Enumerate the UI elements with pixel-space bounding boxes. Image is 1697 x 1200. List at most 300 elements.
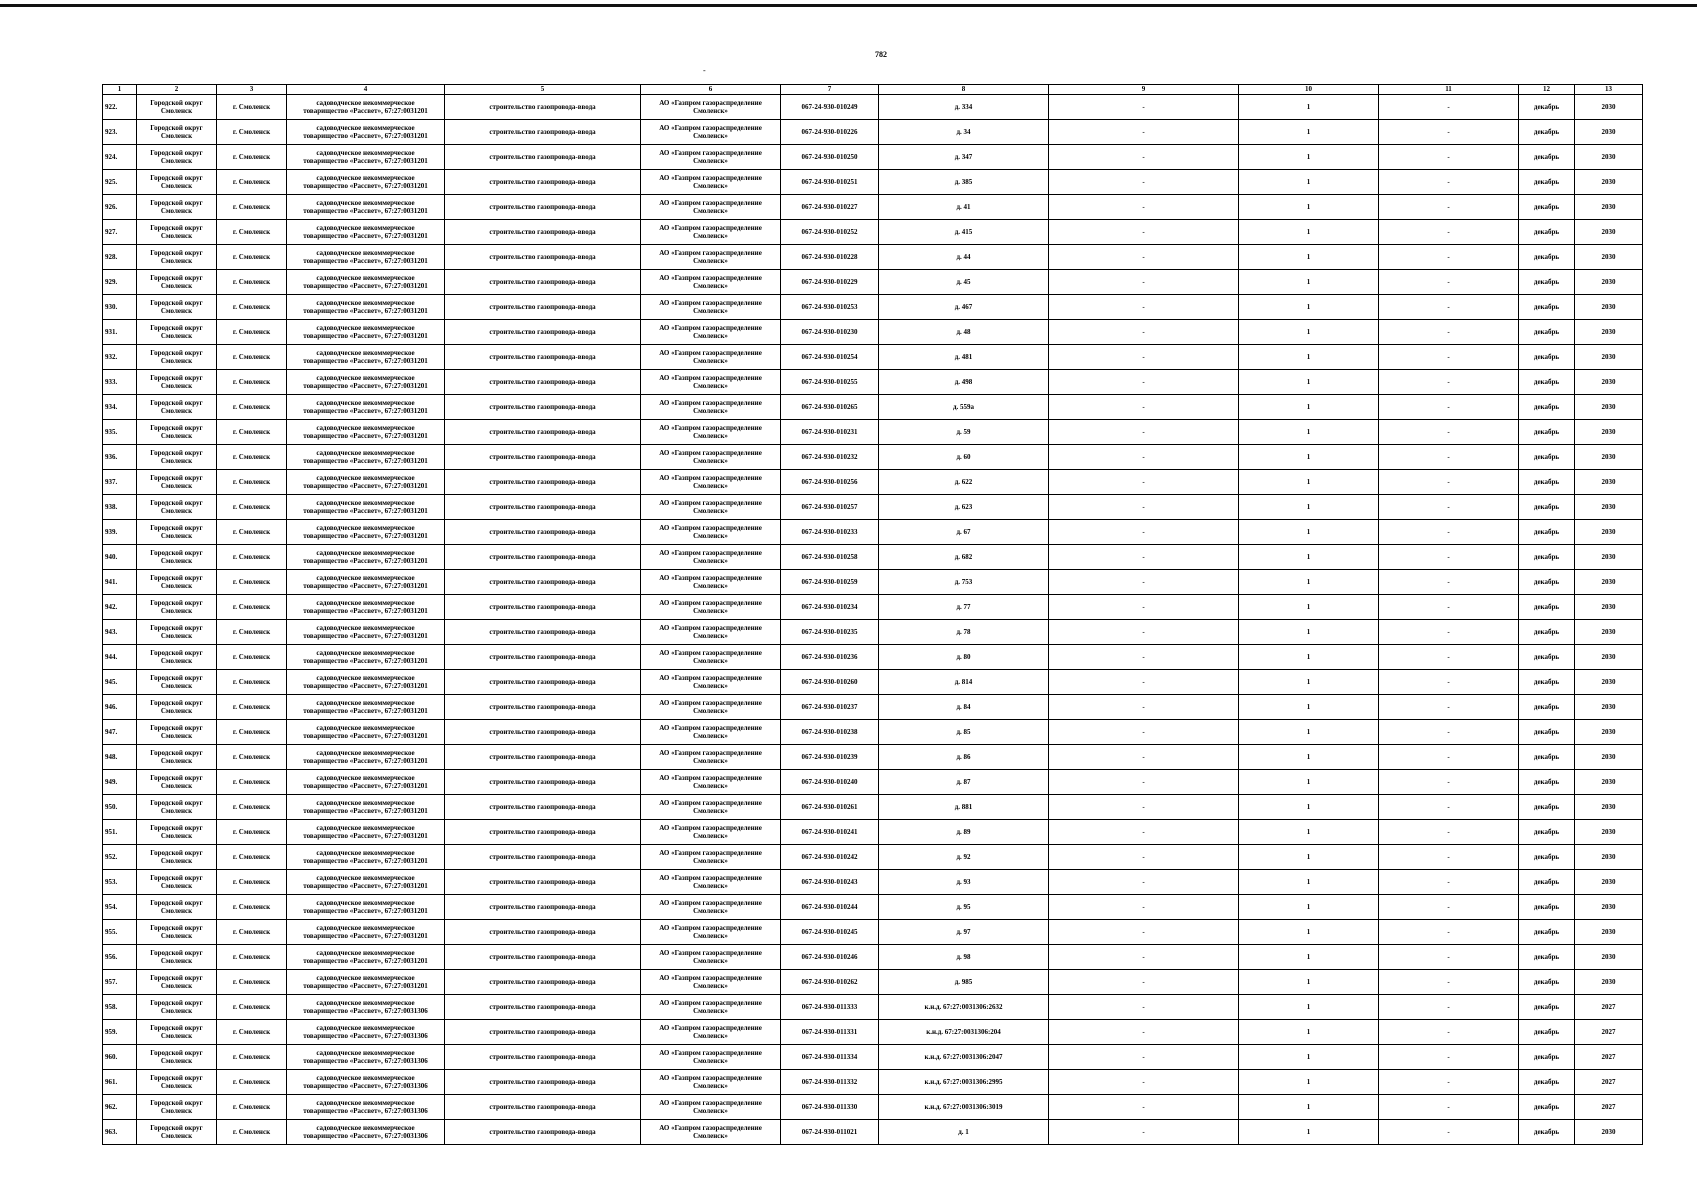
cell-text: АО «Газпром газораспределение xyxy=(659,673,762,682)
table-cell xyxy=(1049,470,1239,495)
cell-text: Смоленск xyxy=(160,807,193,815)
table-row xyxy=(103,495,1643,520)
table-cell xyxy=(103,1070,137,1095)
cell-text: 922. xyxy=(105,102,118,111)
cell-text: 2030 xyxy=(1601,927,1616,936)
cell-text: - xyxy=(1447,227,1450,236)
cell-text: декабрь xyxy=(1533,902,1560,911)
cell-text: товарищество «Рассвет», 67:27:0031201 xyxy=(303,457,428,465)
cell-text: декабрь xyxy=(1533,1052,1560,1061)
table-cell xyxy=(1049,920,1239,945)
cell-text: - xyxy=(1447,402,1450,411)
table-cell xyxy=(1519,995,1575,1020)
table-cell xyxy=(287,645,445,670)
table-cell xyxy=(641,120,781,145)
cell-text: декабрь xyxy=(1533,752,1560,761)
cell-text: - xyxy=(1447,352,1450,361)
table-cell xyxy=(1575,495,1643,520)
cell-text: - xyxy=(1447,1077,1450,1086)
table-cell xyxy=(879,170,1049,195)
cell-text: 942. xyxy=(105,602,118,611)
table-cell xyxy=(1379,195,1519,220)
table-cell xyxy=(103,920,137,945)
cell-text: Городской округ xyxy=(150,873,203,882)
cell-text: строительство газопровода-ввода xyxy=(489,527,596,536)
table-cell xyxy=(103,895,137,920)
table-cell xyxy=(1519,345,1575,370)
table-cell xyxy=(781,670,879,695)
cell-text: декабрь xyxy=(1533,202,1560,211)
table-cell xyxy=(1519,670,1575,695)
table-cell xyxy=(781,995,879,1020)
cell-text: г. Смоленск xyxy=(232,302,271,311)
table-cell xyxy=(641,420,781,445)
table-cell xyxy=(1379,945,1519,970)
cell-text: Смоленск» xyxy=(693,207,728,215)
cell-text: 2030 xyxy=(1601,377,1616,386)
cell-text: 1 xyxy=(1306,427,1311,436)
table-cell xyxy=(1239,520,1379,545)
cell-text: г. Смоленск xyxy=(232,702,271,711)
cell-text: 2030 xyxy=(1601,752,1616,761)
cell-text: 930. xyxy=(105,302,118,311)
table-cell xyxy=(287,420,445,445)
table-cell xyxy=(445,720,641,745)
table-cell xyxy=(1049,745,1239,770)
table-cell xyxy=(1519,520,1575,545)
cell-text: АО «Газпром газораспределение xyxy=(659,923,762,932)
cell-text: декабрь xyxy=(1533,502,1560,511)
table-cell xyxy=(137,945,217,970)
cell-text: г. Смоленск xyxy=(232,727,271,736)
cell-text: товарищество «Рассвет», 67:27:0031306 xyxy=(303,1107,428,1115)
table-cell xyxy=(445,295,641,320)
cell-text: декабрь xyxy=(1533,702,1560,711)
table-cell xyxy=(445,645,641,670)
table-cell xyxy=(879,1070,1049,1095)
cell-text: садоводческое некоммерческое xyxy=(316,623,415,632)
table-cell xyxy=(1239,295,1379,320)
cell-text: г. Смоленск xyxy=(232,552,271,561)
cell-text: 1 xyxy=(1306,952,1311,961)
table-cell xyxy=(217,645,287,670)
table-cell xyxy=(1379,595,1519,620)
table-cell xyxy=(879,320,1049,345)
cell-text: д. 78 xyxy=(956,627,971,636)
table-cell xyxy=(781,645,879,670)
table-cell xyxy=(781,220,879,245)
table-cell xyxy=(781,770,879,795)
cell-text: - xyxy=(1447,577,1450,586)
cell-text: г. Смоленск xyxy=(232,502,271,511)
cell-text: товарищество «Рассвет», 67:27:0031201 xyxy=(303,507,428,515)
cell-text: 067-24-930-010230 xyxy=(801,327,858,336)
table-cell xyxy=(217,870,287,895)
cell-text: Городской округ xyxy=(150,698,203,707)
table-cell xyxy=(1239,395,1379,420)
table-cell xyxy=(137,670,217,695)
table-cell xyxy=(1519,545,1575,570)
cell-text: строительство газопровода-ввода xyxy=(489,302,596,311)
cell-text: строительство газопровода-ввода xyxy=(489,577,596,586)
table-cell xyxy=(137,645,217,670)
cell-text: 2030 xyxy=(1601,777,1616,786)
cell-text: садоводческое некоммерческое xyxy=(316,698,415,707)
table-cell xyxy=(1049,820,1239,845)
cell-text: Смоленск» xyxy=(693,332,728,340)
table-cell xyxy=(781,745,879,770)
cell-text: 2030 xyxy=(1601,402,1616,411)
table-cell xyxy=(1379,145,1519,170)
cell-text: садоводческое некоммерческое xyxy=(316,323,415,332)
table-cell xyxy=(1575,595,1643,620)
table-cell xyxy=(879,945,1049,970)
table-cell xyxy=(641,970,781,995)
cell-text: 951. xyxy=(105,827,118,836)
cell-text: АО «Газпром газораспределение xyxy=(659,648,762,657)
cell-text: 1 xyxy=(1306,1127,1311,1136)
table-cell xyxy=(781,945,879,970)
table-cell xyxy=(781,170,879,195)
cell-text: 963. xyxy=(105,1127,118,1136)
table-cell xyxy=(641,1020,781,1045)
cell-text: АО «Газпром газораспределение xyxy=(659,723,762,732)
table-cell xyxy=(1379,545,1519,570)
cell-text: 1 xyxy=(1306,152,1311,161)
cell-text: декабрь xyxy=(1533,627,1560,636)
cell-text: 1 xyxy=(1306,277,1311,286)
table-cell xyxy=(1379,745,1519,770)
cell-text: Городской округ xyxy=(150,298,203,307)
table-row xyxy=(103,320,1643,345)
table-cell xyxy=(1049,395,1239,420)
table-cell xyxy=(879,220,1049,245)
cell-text: товарищество «Рассвет», 67:27:0031201 xyxy=(303,382,428,390)
table-cell xyxy=(781,1020,879,1045)
table-row xyxy=(103,545,1643,570)
cell-text: - xyxy=(1447,652,1450,661)
cell-text: строительство газопровода-ввода xyxy=(489,1027,596,1036)
cell-text: АО «Газпром газораспределение xyxy=(659,448,762,457)
cell-text: 2027 xyxy=(1601,1102,1616,1111)
table-row xyxy=(103,270,1643,295)
table-cell xyxy=(1239,170,1379,195)
table-cell xyxy=(1519,745,1575,770)
cell-text: строительство газопровода-ввода xyxy=(489,252,596,261)
cell-text: Смоленск» xyxy=(693,1132,728,1140)
table-cell xyxy=(103,770,137,795)
table-cell xyxy=(879,445,1049,470)
table-cell xyxy=(103,1120,137,1145)
cell-text: АО «Газпром газораспределение xyxy=(659,1023,762,1032)
table-cell xyxy=(879,1020,1049,1045)
table-cell xyxy=(641,1045,781,1070)
table-cell xyxy=(103,420,137,445)
cell-text: - xyxy=(1142,1127,1145,1136)
cell-text: декабрь xyxy=(1533,727,1560,736)
cell-text: строительство газопровода-ввода xyxy=(489,477,596,486)
cell-text: Смоленск xyxy=(160,1007,193,1015)
cell-text: - xyxy=(1447,602,1450,611)
table-cell xyxy=(1049,1020,1239,1045)
table-cell xyxy=(879,195,1049,220)
table-cell xyxy=(103,195,137,220)
table-cell xyxy=(1379,870,1519,895)
cell-text: 2030 xyxy=(1601,677,1616,686)
cell-text: Смоленск» xyxy=(693,707,728,715)
table-cell xyxy=(1575,745,1643,770)
cell-text: 1 xyxy=(1306,827,1311,836)
table-cell xyxy=(1519,845,1575,870)
table-cell xyxy=(137,770,217,795)
table-cell xyxy=(137,920,217,945)
cell-text: 1 xyxy=(1306,177,1311,186)
table-cell xyxy=(287,720,445,745)
table-cell xyxy=(641,795,781,820)
table-cell xyxy=(287,320,445,345)
table-row xyxy=(103,745,1643,770)
cell-text: - xyxy=(1142,252,1145,261)
cell-text: Городской округ xyxy=(150,648,203,657)
table-cell xyxy=(137,620,217,645)
table-cell xyxy=(1575,545,1643,570)
table-cell xyxy=(1379,295,1519,320)
table-cell xyxy=(287,845,445,870)
table-cell xyxy=(879,620,1049,645)
cell-text: 067-24-930-010254 xyxy=(801,352,858,361)
table-row xyxy=(103,170,1643,195)
cell-text: Смоленск xyxy=(160,1107,193,1115)
cell-text: АО «Газпром газораспределение xyxy=(659,223,762,232)
cell-text: 936. xyxy=(105,452,118,461)
cell-text: 952. xyxy=(105,852,118,861)
cell-text: АО «Газпром газораспределение xyxy=(659,748,762,757)
table-cell xyxy=(879,770,1049,795)
table-cell xyxy=(781,495,879,520)
cell-text: д. 682 xyxy=(954,552,973,561)
cell-text: садоводческое некоммерческое xyxy=(316,973,415,982)
cell-text: 947. xyxy=(105,727,118,736)
cell-text: Смоленск» xyxy=(693,507,728,515)
cell-text: - xyxy=(1142,377,1145,386)
cell-text: 1 xyxy=(1306,627,1311,636)
cell-text: - xyxy=(1142,402,1145,411)
table-cell xyxy=(781,1045,879,1070)
cell-text: АО «Газпром газораспределение xyxy=(659,548,762,557)
table-cell xyxy=(1239,545,1379,570)
cell-text: Смоленск» xyxy=(693,632,728,640)
cell-text: 067-24-930-010229 xyxy=(801,277,858,286)
table-cell xyxy=(1239,345,1379,370)
cell-text: Смоленск xyxy=(160,707,193,715)
cell-text: Смоленск xyxy=(160,1082,193,1090)
cell-text: 2030 xyxy=(1601,702,1616,711)
table-cell xyxy=(137,545,217,570)
cell-text: товарищество «Рассвет», 67:27:0031201 xyxy=(303,107,428,115)
table-cell xyxy=(137,295,217,320)
table-cell xyxy=(1379,520,1519,545)
table-cell xyxy=(1049,1070,1239,1095)
cell-text: 1 xyxy=(1306,802,1311,811)
table-cell xyxy=(217,295,287,320)
cell-text: 2030 xyxy=(1601,977,1616,986)
cell-text: - xyxy=(1142,527,1145,536)
table-cell xyxy=(1519,145,1575,170)
cell-text: 2030 xyxy=(1601,552,1616,561)
cell-text: декабрь xyxy=(1533,1002,1560,1011)
cell-text: Смоленск» xyxy=(693,1082,728,1090)
cell-text: - xyxy=(1447,427,1450,436)
table-cell xyxy=(1049,995,1239,1020)
table-cell xyxy=(641,1095,781,1120)
cell-text: Городской округ xyxy=(150,173,203,182)
cell-text: д. 467 xyxy=(954,302,973,311)
cell-text: Смоленск xyxy=(160,757,193,765)
table-row xyxy=(103,420,1643,445)
table-cell xyxy=(287,1045,445,1070)
cell-text: АО «Газпром газораспределение xyxy=(659,573,762,582)
cell-text: 2030 xyxy=(1601,302,1616,311)
cell-text: 1 xyxy=(1306,477,1311,486)
cell-text: 1 xyxy=(1306,852,1311,861)
cell-text: Смоленск xyxy=(160,632,193,640)
table-cell xyxy=(287,545,445,570)
cell-text: 067-24-930-011333 xyxy=(801,1002,858,1011)
cell-text: 2030 xyxy=(1601,452,1616,461)
column-header: 7 xyxy=(781,85,879,95)
cell-text: декабрь xyxy=(1533,527,1560,536)
table-cell xyxy=(1575,170,1643,195)
cell-text: 1 xyxy=(1306,702,1311,711)
cell-text: - xyxy=(1142,902,1145,911)
table-cell xyxy=(1379,1020,1519,1045)
table-cell xyxy=(879,995,1049,1020)
cell-text: 941. xyxy=(105,577,118,586)
cell-text: товарищество «Рассвет», 67:27:0031201 xyxy=(303,357,428,365)
table-cell xyxy=(1239,495,1379,520)
table-row xyxy=(103,345,1643,370)
cell-text: садоводческое некоммерческое xyxy=(316,398,415,407)
table-cell xyxy=(781,245,879,270)
cell-text: Городской округ xyxy=(150,198,203,207)
cell-text: 2030 xyxy=(1601,727,1616,736)
column-header: 9 xyxy=(1049,85,1239,95)
table-cell xyxy=(1519,895,1575,920)
table-cell xyxy=(103,320,137,345)
table-cell xyxy=(287,345,445,370)
cell-text: 943. xyxy=(105,627,118,636)
table-cell xyxy=(1239,820,1379,845)
cell-text: 2027 xyxy=(1601,1027,1616,1036)
cell-text: 1 xyxy=(1306,227,1311,236)
cell-text: садоводческое некоммерческое xyxy=(316,223,415,232)
cell-text: - xyxy=(1447,452,1450,461)
cell-text: д. 80 xyxy=(956,652,971,661)
cell-text: Смоленск xyxy=(160,557,193,565)
table-cell xyxy=(217,895,287,920)
table-cell xyxy=(445,320,641,345)
table-cell xyxy=(781,820,879,845)
table-cell xyxy=(1049,595,1239,620)
cell-text: 2030 xyxy=(1601,827,1616,836)
cell-text: 1 xyxy=(1306,452,1311,461)
table-cell xyxy=(1239,695,1379,720)
cell-text: строительство газопровода-ввода xyxy=(489,1077,596,1086)
table-cell xyxy=(217,270,287,295)
cell-text: 1 xyxy=(1306,302,1311,311)
table-cell xyxy=(137,570,217,595)
cell-text: 1 xyxy=(1306,752,1311,761)
table-cell xyxy=(103,345,137,370)
cell-text: Городской округ xyxy=(150,1023,203,1032)
cell-text: декабрь xyxy=(1533,802,1560,811)
cell-text: садоводческое некоммерческое xyxy=(316,673,415,682)
table-cell xyxy=(287,170,445,195)
table-cell xyxy=(781,970,879,995)
cell-text: садоводческое некоммерческое xyxy=(316,723,415,732)
table-cell xyxy=(1379,1045,1519,1070)
cell-text: д. 1 xyxy=(958,1127,969,1136)
cell-text: строительство газопровода-ввода xyxy=(489,202,596,211)
cell-text: 932. xyxy=(105,352,118,361)
cell-text: г. Смоленск xyxy=(232,952,271,961)
table-cell xyxy=(1049,545,1239,570)
table-cell xyxy=(217,570,287,595)
cell-text: - xyxy=(1142,677,1145,686)
table-cell xyxy=(217,1070,287,1095)
cell-text: 067-24-930-011330 xyxy=(801,1102,858,1111)
table-cell xyxy=(781,895,879,920)
cell-text: садоводческое некоммерческое xyxy=(316,923,415,932)
cell-text: строительство газопровода-ввода xyxy=(489,1052,596,1061)
cell-text: Смоленск» xyxy=(693,582,728,590)
cell-text: садоводческое некоммерческое xyxy=(316,598,415,607)
cell-text: 958. xyxy=(105,1002,118,1011)
cell-text: г. Смоленск xyxy=(232,1127,271,1136)
table-cell xyxy=(287,295,445,320)
cell-text: АО «Газпром газораспределение xyxy=(659,1098,762,1107)
cell-text: 2030 xyxy=(1601,177,1616,186)
cell-text: товарищество «Рассвет», 67:27:0031201 xyxy=(303,282,428,290)
cell-text: 1 xyxy=(1306,727,1311,736)
cell-text: строительство газопровода-ввода xyxy=(489,102,596,111)
table-cell xyxy=(445,1020,641,1045)
cell-text: 950. xyxy=(105,802,118,811)
table-cell xyxy=(1049,270,1239,295)
table-cell xyxy=(879,295,1049,320)
cell-text: Смоленск» xyxy=(693,807,728,815)
column-header: 10 xyxy=(1239,85,1379,95)
cell-text: д. 415 xyxy=(954,227,973,236)
table-cell xyxy=(1239,720,1379,745)
table-cell xyxy=(217,470,287,495)
cell-text: д. 98 xyxy=(956,952,971,961)
cell-text: - xyxy=(1142,177,1145,186)
cell-text: Смоленск xyxy=(160,182,193,190)
cell-text: АО «Газпром газораспределение xyxy=(659,248,762,257)
cell-text: Смоленск xyxy=(160,107,193,115)
cell-text: - xyxy=(1447,502,1450,511)
cell-text: товарищество «Рассвет», 67:27:0031201 xyxy=(303,582,428,590)
cell-text: Смоленск» xyxy=(693,607,728,615)
cell-text: 1 xyxy=(1306,777,1311,786)
table-cell xyxy=(1519,120,1575,145)
table-cell xyxy=(1575,795,1643,820)
table-cell xyxy=(445,620,641,645)
cell-text: 067-24-930-010261 xyxy=(801,802,858,811)
cell-text: строительство газопровода-ввода xyxy=(489,1002,596,1011)
cell-text: - xyxy=(1447,127,1450,136)
